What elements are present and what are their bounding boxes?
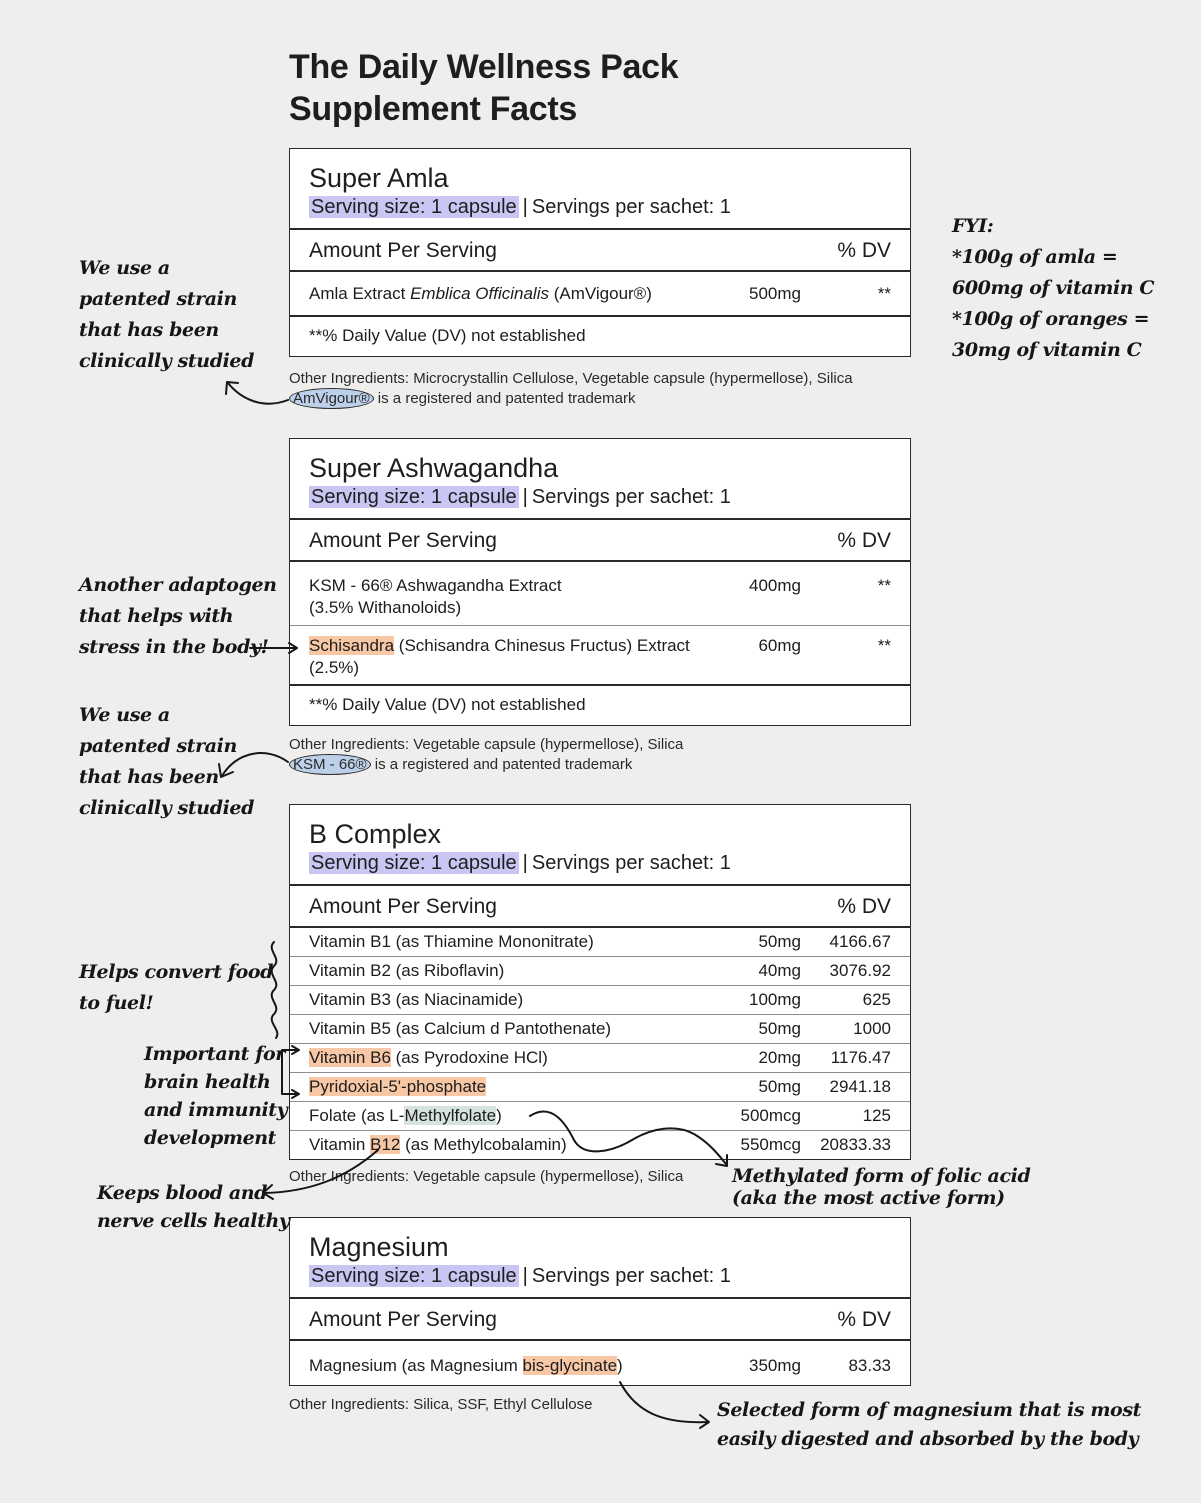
methylated-note: Methylated form of folic acid (aka the most active form) xyxy=(732,1165,1031,1209)
table-row: Vitamin B5 (as Calcium d Pantothenate) 50mg 1000 xyxy=(290,1015,910,1044)
ingredient-name: Schisandra (Schisandra Chinesus Fructus) Extract (2.5%) xyxy=(309,636,690,677)
serving-info: Serving size: 1 capsule | Servings per sachet: 1 xyxy=(311,196,731,218)
arrow-amla xyxy=(228,383,288,404)
table-row: Folate (as L-Methylfolate) 500mcg 125 xyxy=(290,1102,910,1131)
servings-per-sachet: Servings per sachet: 1 xyxy=(531,486,731,508)
convert-food-note: Helps convert food to fuel! xyxy=(79,961,274,1014)
patented-strain-note-1: We use a patented strain that has been clinically studied xyxy=(79,257,254,372)
product-name: B Complex xyxy=(309,819,442,849)
ingredient-name: Amla Extract Emblica Officinalis (AmVigour®) xyxy=(309,284,652,303)
dv-note: **% Daily Value (DV) not established xyxy=(309,326,586,345)
amount-per-serving-header: Amount Per Serving % DV xyxy=(290,520,910,562)
table-row: Vitamin B3 (as Niacinamide) 100mg 625 xyxy=(290,986,910,1015)
amount-per-serving-header: Amount Per Serving % DV xyxy=(290,230,910,272)
serving-info: Serving size: 1 capsule | Servings per sachet: 1 xyxy=(311,1265,731,1287)
table-row: Vitamin B12 (as Methylcobalamin) 550mcg 20833.33 xyxy=(309,1135,891,1154)
trademark-note: KSM - 66® is a registered and patented trademark xyxy=(289,754,683,775)
ingredient-name: KSM - 66® Ashwagandha Extract (3.5% Withanoloids) xyxy=(309,576,562,617)
methylfolate-highlight: Methylfolate xyxy=(404,1106,497,1125)
other-ingredients-ashwagandha: Other Ingredients: Vegetable capsule (hypermellose), Silica KSM - 66® is a registered and patented trademark xyxy=(289,736,684,773)
ingredient-amount: 400mg xyxy=(749,576,801,595)
squiggle-convert xyxy=(272,942,278,1038)
p5p-highlight: Pyridoxial-5'-phosphate xyxy=(309,1077,487,1096)
ksm66-trademark: KSM - 66® xyxy=(289,754,371,775)
vitamin-b6-highlight: Vitamin B6 xyxy=(309,1048,391,1067)
amvigour-trademark: AmVigour® xyxy=(289,388,374,409)
table-row: Pyridoxial-5'-phosphate 50mg 2941.18 xyxy=(290,1073,910,1102)
table-row: Vitamin B1 (as Thiamine Mononitrate) 50mg 4166.67 xyxy=(290,928,910,957)
bisglycinate-highlight: bis-glycinate xyxy=(522,1356,618,1375)
other-ingredients-bcomplex: Other Ingredients: Vegetable capsule (hypermellose), Silica xyxy=(289,1168,684,1185)
blood-cells-note: Keeps blood and nerve cells healthy xyxy=(97,1182,290,1232)
fyi-note: FYI: *100g of amla = 600mg of vitamin C *100g of oranges = 30mg of vitamin C xyxy=(952,215,1155,361)
serving-info: Serving size: 1 capsule | Servings per sachet: 1 xyxy=(311,852,731,874)
amount-per-serving-header: Amount Per Serving % DV xyxy=(290,886,910,928)
product-name: Magnesium xyxy=(309,1232,449,1262)
other-ingredients-amla: Other Ingredients: Microcrystallin Cellulose, Vegetable capsule (hypermellose), Silica AmVigour® is a registered and patented trademark xyxy=(289,370,853,407)
patented-strain-note-2: We use a patented strain that has been clinically studied xyxy=(79,704,254,819)
ingredient-amount: 60mg xyxy=(758,636,801,655)
serving-info: Serving size: 1 capsule | Servings per sachet: 1 xyxy=(311,486,731,508)
ingredient-row: Magnesium (as Magnesium bis-glycinate) 350mg 83.33 xyxy=(309,1356,891,1375)
servings-per-sachet: Servings per sachet: 1 xyxy=(531,196,731,218)
trademark-note: AmVigour® is a registered and patented trademark xyxy=(289,388,853,409)
ingredient-dv: ** xyxy=(877,284,891,303)
ingredient-dv: ** xyxy=(877,576,891,595)
magnesium-form-note: Selected form of magnesium that is most easily digested and absorbed by the body xyxy=(717,1399,1142,1450)
arrow-magnesium xyxy=(620,1382,708,1422)
ingredient-amount: 500mg xyxy=(749,284,801,303)
product-name: Super Ashwagandha xyxy=(309,453,559,483)
schisandra-highlight: Schisandra xyxy=(309,636,395,655)
b12-highlight: B12 xyxy=(370,1135,401,1154)
arrow-methylated xyxy=(530,1112,726,1164)
other-ingredients-magnesium: Other Ingredients: Silica, SSF, Ethyl Cellulose xyxy=(289,1396,593,1413)
dv-note: **% Daily Value (DV) not established xyxy=(309,695,586,714)
serving-size: Serving size: 1 capsule xyxy=(311,1265,517,1287)
arrow-blood xyxy=(264,1150,378,1193)
amount-per-serving-header: Amount Per Serving % DV xyxy=(290,1299,910,1341)
table-row: Vitamin B2 (as Riboflavin) 40mg 3076.92 xyxy=(290,957,910,986)
serving-size: Serving size: 1 capsule xyxy=(311,852,517,874)
product-name: Super Amla xyxy=(309,163,449,193)
page-title: The Daily Wellness Pack Supplement Facts xyxy=(289,48,679,128)
servings-per-sachet: Servings per sachet: 1 xyxy=(531,1265,731,1287)
adaptogen-note: Another adaptogen that helps with stress in the body! xyxy=(79,574,277,658)
serving-size: Serving size: 1 capsule xyxy=(311,196,517,218)
servings-per-sachet: Servings per sachet: 1 xyxy=(531,852,731,874)
serving-size: Serving size: 1 capsule xyxy=(311,486,517,508)
bracket-brain xyxy=(282,1050,298,1094)
table-row: Vitamin B6 (as Pyrodoxine HCl) 20mg 1176.47 xyxy=(290,1044,910,1073)
ingredient-dv: ** xyxy=(877,636,891,655)
brain-health-note: Important for brain health and immunity development xyxy=(144,1043,288,1149)
